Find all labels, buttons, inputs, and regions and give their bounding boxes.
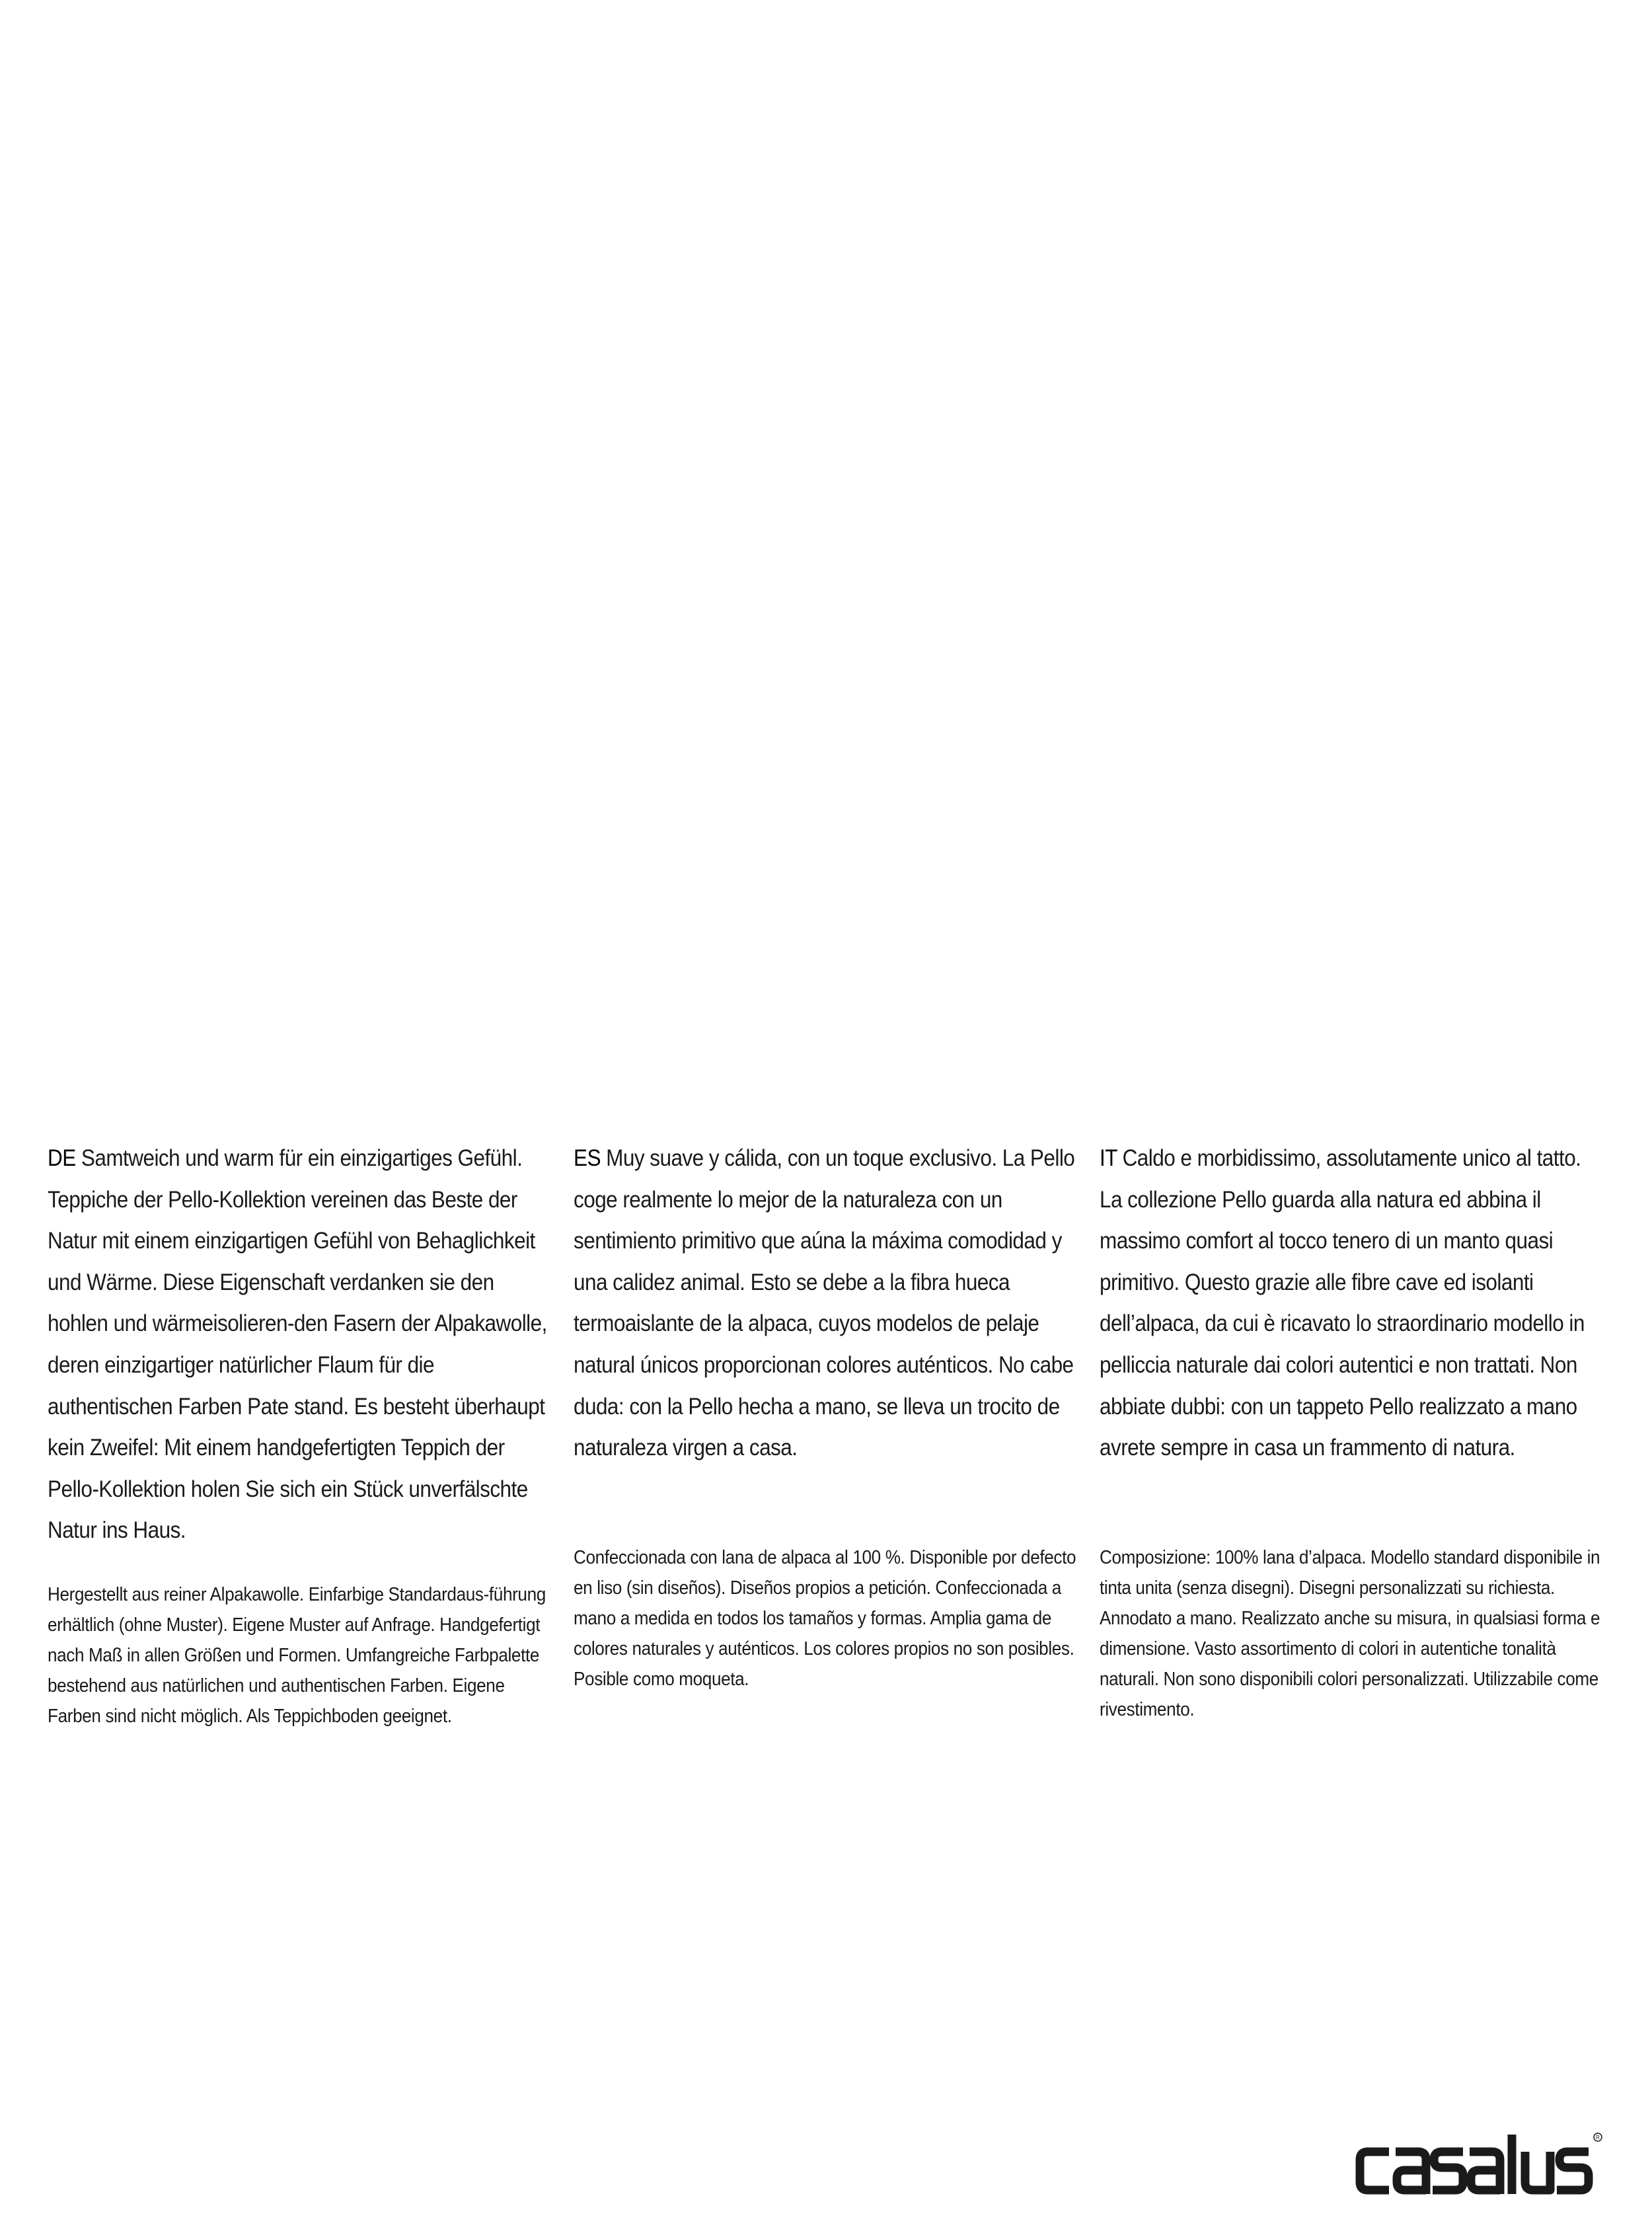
intro-text-de bbox=[48, 1138, 553, 1552]
registered-mark-letter: R bbox=[1596, 2135, 1600, 2140]
logo-letter-a1 bbox=[1396, 2152, 1426, 2194]
column-es bbox=[574, 1138, 1082, 1690]
spec-text-es: Confeccionada con lana de alpaca al 100 %. Disponible por defecto en liso (sin diseños). Diseños propios a petición. Confeccionada a mano a medida en todos los tamaños y formas. Amplia gama de colores naturales y auténticos. Los colores propios no son posibles. Posible como moqueta. bbox=[574, 1547, 1076, 1690]
language-code-es: ES bbox=[574, 1145, 601, 1171]
intro-body-it: Caldo e morbidissimo, assolutamente unico al tatto. La collezione Pello guarda alla natura ed abbina il massimo comfort al tocco tenero di un manto quasi primitivo. Questo grazie alle fibre cave ed isolanti dell’alpaca, da cui è ricavato lo straordinario modello in pelliccia naturale dai colori autentici e non trattati. Non abbiate dubbi: con un tappeto Pello realizzato a mano avrete sempre in casa un frammento di natura. bbox=[1100, 1145, 1585, 1461]
logo-letter-a2 bbox=[1470, 2152, 1500, 2194]
intro-text-it bbox=[1100, 1138, 1605, 1469]
column-de bbox=[48, 1138, 556, 1727]
logo-letter-s2 bbox=[1557, 2152, 1589, 2190]
column-it bbox=[1100, 1138, 1608, 1720]
casalis-logo-mark bbox=[1355, 2129, 1606, 2202]
language-code-de: DE bbox=[48, 1145, 76, 1171]
intro-body-de: Samtweich und warm für ein einzigartiges Gefühl. Teppiche der Pello-Kollektion vereinen das Beste der Natur mit einem einzigartigen Gefühl von Behaglichkeit und Wärme. Diese Eigenschaft verdanken sie den hohlen und wärmeisolieren-den Fasern der Alpakawolle, deren einzigartiger natürlicher Flaum für die authentischen Farben Pate stand. Es besteht überhaupt kein Zweifel: Mit einem handgefertigten Teppich der Pello-Kollektion holen Sie sich ein Stück unverfälschte Natur ins Haus. bbox=[48, 1145, 547, 1544]
intro-body-es: Muy suave y cálida, con un toque exclusivo. La Pello coge realmente lo mejor de la naturaleza con un sentimiento primitivo que aúna la máxima comodidad y una calidez animal. Esto se debe a la fibra hueca termoaislante de la alpaca, cuyos modelos de pelaje natural únicos proporcionan colores auténticos. No cabe duda: con la Pello hecha a mano, se lleva un trocito de naturaleza virgen a casa. bbox=[574, 1145, 1075, 1461]
spec-text-it: Composizione: 100% lana d’alpaca. Modello standard disponibile in tinta unita (senza disegni). Disegni personalizzati su richiesta. Annodato a mano. Realizzato anche su misura, in qualsiasi forma e dimensione. Vasto assortimento di colori in autentiche tonalità naturali. Non sono disponibili colori personalizzati. Utilizzabile come rivestimento. bbox=[1100, 1547, 1600, 1720]
logo-letter-u bbox=[1525, 2152, 1550, 2190]
logo-letter-c1 bbox=[1360, 2152, 1389, 2190]
intro-text-es bbox=[574, 1138, 1079, 1469]
casalis-logo bbox=[1355, 2129, 1606, 2202]
spec-text-de: Hergestellt aus reiner Alpakawolle. Einfarbige Standardaus-führung erhältlich (ohne Muster). Eigene Muster auf Anfrage. Handgefertigt nach Maß in allen Größen und Formen. Umfangreiche Farbpalette bestehend aus natürlichen und authentischen Farben. Eigene Farben sind nicht möglich. Als Teppichboden geeignet. bbox=[48, 1584, 546, 1727]
logo-letter-s1 bbox=[1433, 2152, 1463, 2190]
language-code-it: IT bbox=[1100, 1145, 1117, 1171]
